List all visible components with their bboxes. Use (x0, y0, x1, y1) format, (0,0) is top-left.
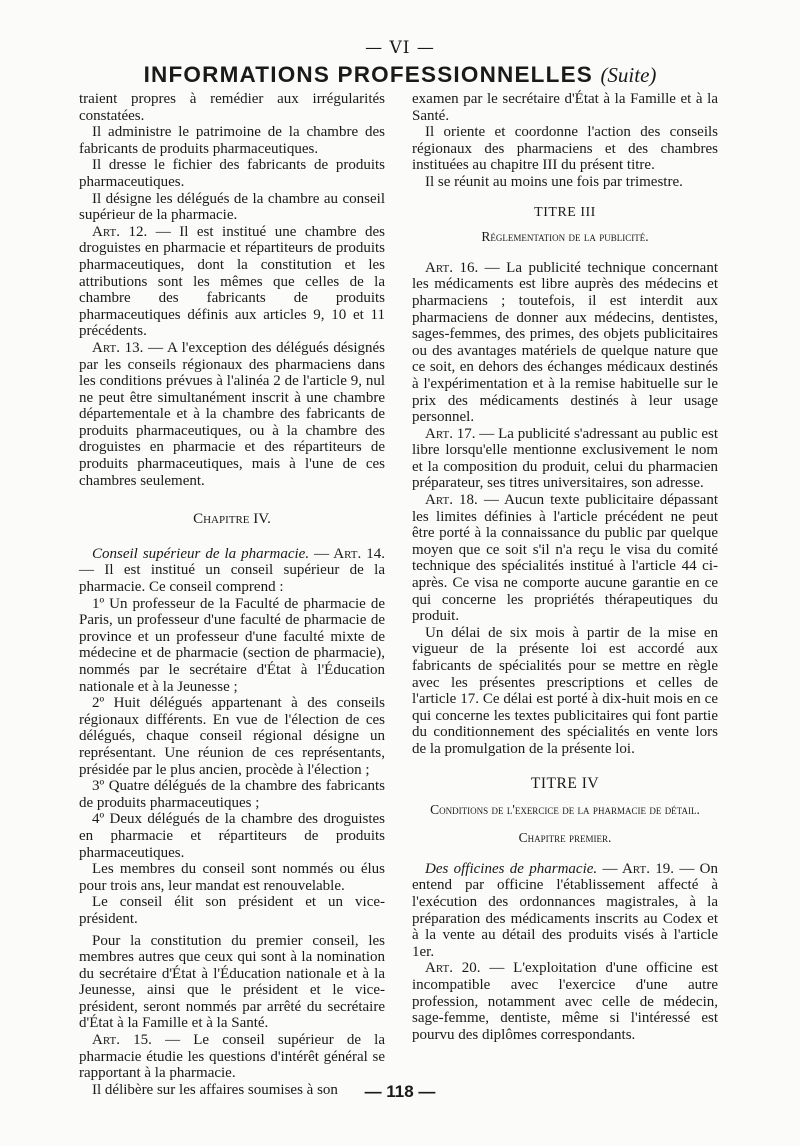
list-item: 3º Quatre délégués de la chambre des fabricants de produits pharmaceutiques ; (79, 778, 385, 811)
article-text: — La publicité s'adressant au public est libre lorsqu'elle mentionne exclusivement le nom et la composition du produit, celui du pharmacien préparateur, ses titres universitaires, son adresse. (412, 425, 718, 492)
paragraph: Les membres du conseil sont nommés ou élus pour trois ans, leur mandat est renouvelable. (79, 861, 385, 894)
paragraph: Il désigne les délégués de la chambre au conseil supérieur de la pharmacie. (79, 190, 385, 224)
article-text: — Le conseil supérieur de la pharmacie étudie les questions d'intérêt général se rapportant à la pharmacie. (79, 1032, 385, 1082)
article-label: Art. 16. (425, 259, 479, 276)
article-text: — La publicité technique concernant les médicaments est libre auprès des médecins et pharmaciens ; toutefois, il est interdit aux pharmaciens de donner aux médecins, dentistes, sages-femmes, des primes, des objets publicitaires ou des avantages matériels de quelque nature que ce soit, en dehors des échanges médicaux destinés à l'expérimentation et à la remise habituelle sur le prix des médicaments destinés à leur usage personnel. (412, 259, 718, 426)
article-20 (412, 960, 718, 1043)
paragraph: Il se réunit au moins une fois par trimestre. (425, 173, 683, 190)
article-17 (412, 426, 718, 492)
article-text: — Il est institué une chambre des droguistes en pharmacie et répartiteurs de produits pharmaceutiques, dont la constitution et les attributions sont les mêmes que celles de la chambre des fabricants de produits pharmaceutiques définis aux articles 9, 10 et 11 précédents. (79, 223, 385, 340)
chapter-heading: Chapitre premier. (518, 830, 612, 846)
article-12 (79, 224, 385, 340)
article-text: — A l'exception des délégués désignés par les conseils régionaux des pharmaciens dans les conditions prévues à l'alinéa 2 de l'article 9, nul ne peut être simultanément inscrit à une chambre départementale et à la chambre des fabricants de produits pharmaceutiques, ou à la chambre des droguistes en pharmacie et des répartiteurs de produits pharmaceutiques, mais à l'une de ces chambres seulement. (79, 339, 385, 489)
article-label: — Art. 19. (597, 860, 675, 877)
article-label: Art. 17. (425, 425, 476, 442)
article-19 (412, 861, 718, 961)
paragraph: traient propres à remédier aux irrégularités constatées. (79, 91, 385, 124)
article-15 (79, 1032, 385, 1082)
section-title-text: INFORMATIONS PROFESSIONNELLES (143, 62, 593, 87)
article-text: — Il est institué un conseil supérieur de la pharmacie. Ce conseil comprend : (79, 562, 385, 596)
paragraph: Il oriente et coordonne l'action des conseils régionaux des pharmaciens et des chambres instituées au chapitre III du présent titre. (412, 124, 718, 174)
left-column (79, 91, 385, 1098)
titre-subheading: Conditions de l'exercice de la pharmacie de détail. (430, 802, 700, 818)
paragraph: Pour la constitution du premier conseil, les membres autres que ceux qui sont à la nomination du secrétaire d'État à l'Éducation nationale et à la Jeunesse, ainsi que le président et le vice-président, seront nommés par arrêté du secrétaire d'État à la Famille et à la Santé. (79, 932, 385, 1032)
section-title (0, 62, 800, 88)
paragraph: Il dresse le fichier des fabricants de produits pharmaceutiques. (79, 157, 385, 190)
article-text: — On entend par officine l'établissement affecté à l'exécution des ordonnances magistrales, à la préparation des médicaments inscrits au Codex et à la vente au détail des produits visés à l'article 1er. (412, 860, 718, 960)
article-label: Art. 12. (92, 223, 148, 240)
article-16 (412, 260, 718, 426)
article-label: Art. 13. (92, 339, 144, 356)
article-text: — L'exploitation d'une officine est incompatible avec l'exercice d'une autre profession, notamment avec celle de médecin, sage-femme, dentiste, même si l'intéressé est pourvu des diplômes correspondants. (412, 960, 718, 1043)
article-13 (79, 340, 385, 489)
titre-heading: TITRE III (534, 204, 596, 220)
list-item: 1º Un professeur de la Faculté de pharmacie de Paris, un professeur d'une faculté de pharmacie de province et un professeur d'une faculté mixte de médecine et de pharmacie (section de pharmacie), nommés par le secrétaire d'État à l'Éducation nationale et à la Jeunesse ; (79, 595, 385, 695)
article-14 (79, 546, 385, 596)
article-label: — Art. 14. (309, 545, 385, 562)
list-item: 2º Huit délégués appartenant à des conseils régionaux différents. En vue de l'élection de ces délégués, chaque conseil régional désigne un représentant. Une réunion de ces représentants, présidée par le plus ancien, procède à l'élection ; (79, 695, 385, 778)
article-label: Art. 15. (92, 1032, 152, 1049)
page-roman-numeral: — VI — (365, 38, 435, 58)
titre-heading: TITRE IV (530, 774, 600, 792)
paragraph: Il délibère sur les affaires soumises à son (92, 1081, 338, 1098)
section-title-suite: (Suite) (600, 63, 657, 87)
list-item: 4º Deux délégués de la chambre des droguistes en pharmacie et répartiteurs de produits pharmaceutiques. (79, 811, 385, 861)
section-subtitle: Conseil supérieur de la pharmacie. (92, 545, 310, 562)
article-label: Art. 18. (425, 492, 478, 509)
paragraph: examen par le secrétaire d'État à la Famille et à la Santé. (412, 91, 718, 124)
section-subtitle: Des officines de pharmacie. (425, 860, 598, 877)
paragraph: Un délai de six mois à partir de la mise en vigueur de la présente loi est accordé aux fabricants de spécialités pour se mettre en règle avec les présentes prescriptions et celles de l'article 17. Ce délai est porté à dix-huit mois en ce qui concerne les textes publicitaires qui font partie du conditionnement des spécialités en vente lors de la promulgation de la présente loi. (412, 624, 718, 757)
article-label: Art. 20. (425, 960, 481, 977)
article-text: — Aucun texte publicitaire dépassant les limites définies à l'article précédent ne peut être porté à la connaissance du public par quelque moyen que ce soit s'il n'a reçu le visa du comité technique des spécialités institué à l'article 44 ci-après. Ce visa ne comporte aucune garantie en ce qui concerne les propriétés thérapeutiques du produit. (412, 492, 719, 625)
paragraph: Le conseil élit son président et un vice-président. (79, 894, 385, 927)
article-18 (412, 492, 718, 625)
paragraph: Il administre le patrimoine de la chambre des fabricants de produits pharmaceutiques. (79, 124, 385, 157)
right-column (412, 91, 718, 1043)
titre-subheading: Réglementation de la publicité. (481, 229, 649, 245)
chapter-heading: Chapitre IV. (193, 511, 271, 528)
page-number: — 118 — (364, 1082, 436, 1101)
